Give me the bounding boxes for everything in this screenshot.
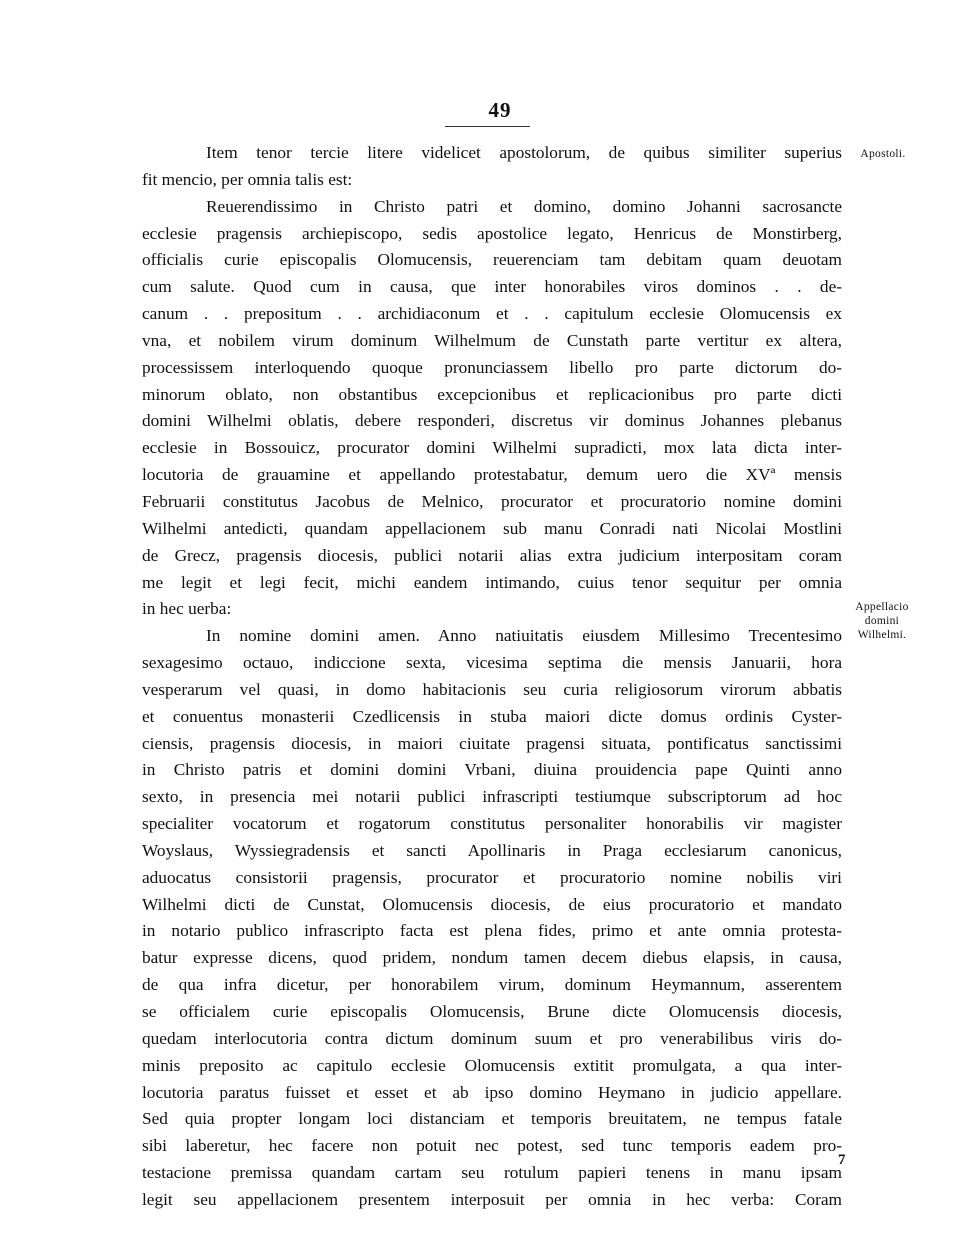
page-number: 49 bbox=[488, 98, 512, 122]
text-line: Reuerendissimo in Christo patri et domino, domino Johanni sacrosancte bbox=[206, 196, 842, 216]
margin-note-line: Appellacio bbox=[855, 601, 909, 613]
text-line: aduocatus consistorii pragensis, procurator et procuratorio nomine nobilis viri bbox=[142, 867, 842, 887]
text-line: sexagesimo octauo, indiccione sexta, vicesima septima die mensis Januarii, hora bbox=[142, 653, 842, 673]
text-line: locutoria paratus fuisset et esset et ab ipso domino Heymano in judicio appellare. bbox=[142, 1082, 842, 1102]
text-line: fit mencio, per omnia talis est: bbox=[142, 169, 353, 189]
text-line: processissem interloquendo quoque pronunciassem libello pro parte dictorum do- bbox=[142, 357, 842, 377]
text-line: officialis curie episcopalis Olomucensis, reuerenciam tam debitam quam deuotam bbox=[142, 250, 842, 270]
text-line: de Grecz, pragensis diocesis, publici notarii alias extra judicium interpositam coram bbox=[142, 545, 842, 565]
text-line: minorum oblato, non obstantibus excepcionibus et replicacionibus pro parte dicti bbox=[142, 384, 842, 404]
text-line: Woyslaus, Wyssiegradensis et sancti Apollinaris in Praga ecclesiarum canonicus, bbox=[142, 840, 842, 860]
text-line: vna, et nobilem virum dominum Wilhelmum de Cunstath parte vertitur ex altera, bbox=[142, 330, 842, 350]
text-line: et conuentus monasterii Czedlicensis in stuba maiori dicte domus ordinis Cyster- bbox=[142, 706, 842, 726]
text-line: specialiter vocatorum et rogatorum constitutus personaliter honorabilis vir magister bbox=[142, 814, 842, 834]
text-line: cum salute. Quod cum in causa, que inter honorabiles viros dominos . . de- bbox=[142, 277, 842, 297]
text-line: Wilhelmi antedicti, quandam appellacionem sub manu Conradi nati Nicolai Mostlini bbox=[142, 518, 842, 538]
text-line: domini Wilhelmi oblatis, debere responderi, discretus vir dominus Johannes plebanus bbox=[142, 411, 842, 431]
text-line: ecclesie in Bossouicz, procurator domini Wilhelmi supradicti, mox lata dicta inter- bbox=[142, 438, 842, 458]
margin-note-line: Wilhelmi. bbox=[857, 629, 907, 641]
text-line: de qua infra dicetur, per honorabilem virum, dominum Heymannum, asserentem bbox=[142, 975, 842, 995]
text-line: Sed quia propter longam loci distanciam et temporis breuitatem, ne tempus fatale bbox=[142, 1109, 842, 1129]
text-line: legit seu appellacionem presentem interposuit per omnia in hec verba: Coram bbox=[142, 1189, 842, 1209]
text-line: se officialem curie episcopalis Olomucensis, Brune dicte Olomucensis diocesis, bbox=[142, 1002, 842, 1021]
text-line: Wilhelmi dicti de Cunstat, Olomucensis diocesis, de eius procuratorio et mandato bbox=[142, 894, 842, 914]
text-line: testacione premissa quandam cartam seu rotulum papieri tenens in manu ipsam bbox=[142, 1163, 842, 1183]
margin-note-line: domini bbox=[864, 615, 900, 627]
text-line: me legit et legi fecit, michi eandem intimando, cuius tenor sequitur per omnia bbox=[142, 572, 842, 592]
body-text bbox=[142, 140, 842, 1214]
text-line: sibi laberetur, hec facere non potuit nec potest, sed tunc temporis eadem pro- bbox=[142, 1136, 842, 1156]
text-line: batur expresse dicens, quod pridem, nondum tamen decem diebus elapsis, in causa, bbox=[142, 948, 842, 968]
text-line: in Christo patris et domini domini Vrbani, diuina prouidencia pape Quinti anno bbox=[142, 760, 842, 780]
text-line: Item tenor tercie litere videlicet apostolorum, de quibus similiter superius bbox=[206, 143, 842, 162]
text-line: in hec uerba: bbox=[142, 599, 232, 619]
text-line: ciensis, pragensis diocesis, in maiori ciuitate pragensi situata, pontificatus sanctissimi bbox=[142, 733, 842, 753]
text-line: vesperarum vel quasi, in domo habitacionis seu curia religiosorum virorum abbatis bbox=[142, 679, 842, 699]
text-line: In nomine domini amen. Anno natiuitatis eiusdem Millesimo Trecentesimo bbox=[206, 626, 842, 646]
margin-note-apostoli: Apostoli. bbox=[860, 148, 906, 160]
text-line: ecclesie pragensis archiepiscopo, sedis apostolice legato, Henricus de Monstirberg, bbox=[142, 223, 842, 243]
text-line: locutoria de grauamine et appellando protestabatur, demum uero die XVª mensis bbox=[142, 465, 842, 485]
header-rule bbox=[445, 126, 530, 127]
text-line: Februarii constitutus Jacobus de Melnico, procurator et procuratorio nomine domini bbox=[142, 491, 842, 511]
text-line: minis preposito ac capitulo ecclesie Olomucensis extitit promulgata, a qua inter- bbox=[142, 1055, 842, 1075]
text-line: quedam interlocutoria contra dictum dominum suum et pro venerabilibus viris do- bbox=[142, 1028, 842, 1048]
signature-mark: 7 bbox=[838, 1152, 846, 1168]
text-line: canum . . prepositum . . archidiaconum et . . capitulum ecclesie Olomucensis ex bbox=[142, 304, 842, 324]
margin-note-appellacio bbox=[842, 600, 922, 642]
text-line: sexto, in presencia mei notarii publici infrascripti testiumque subscriptorum ad hoc bbox=[142, 787, 842, 807]
text-line: in notario publico infrascripto facta est plena fides, primo et ante omnia protesta- bbox=[142, 921, 842, 941]
